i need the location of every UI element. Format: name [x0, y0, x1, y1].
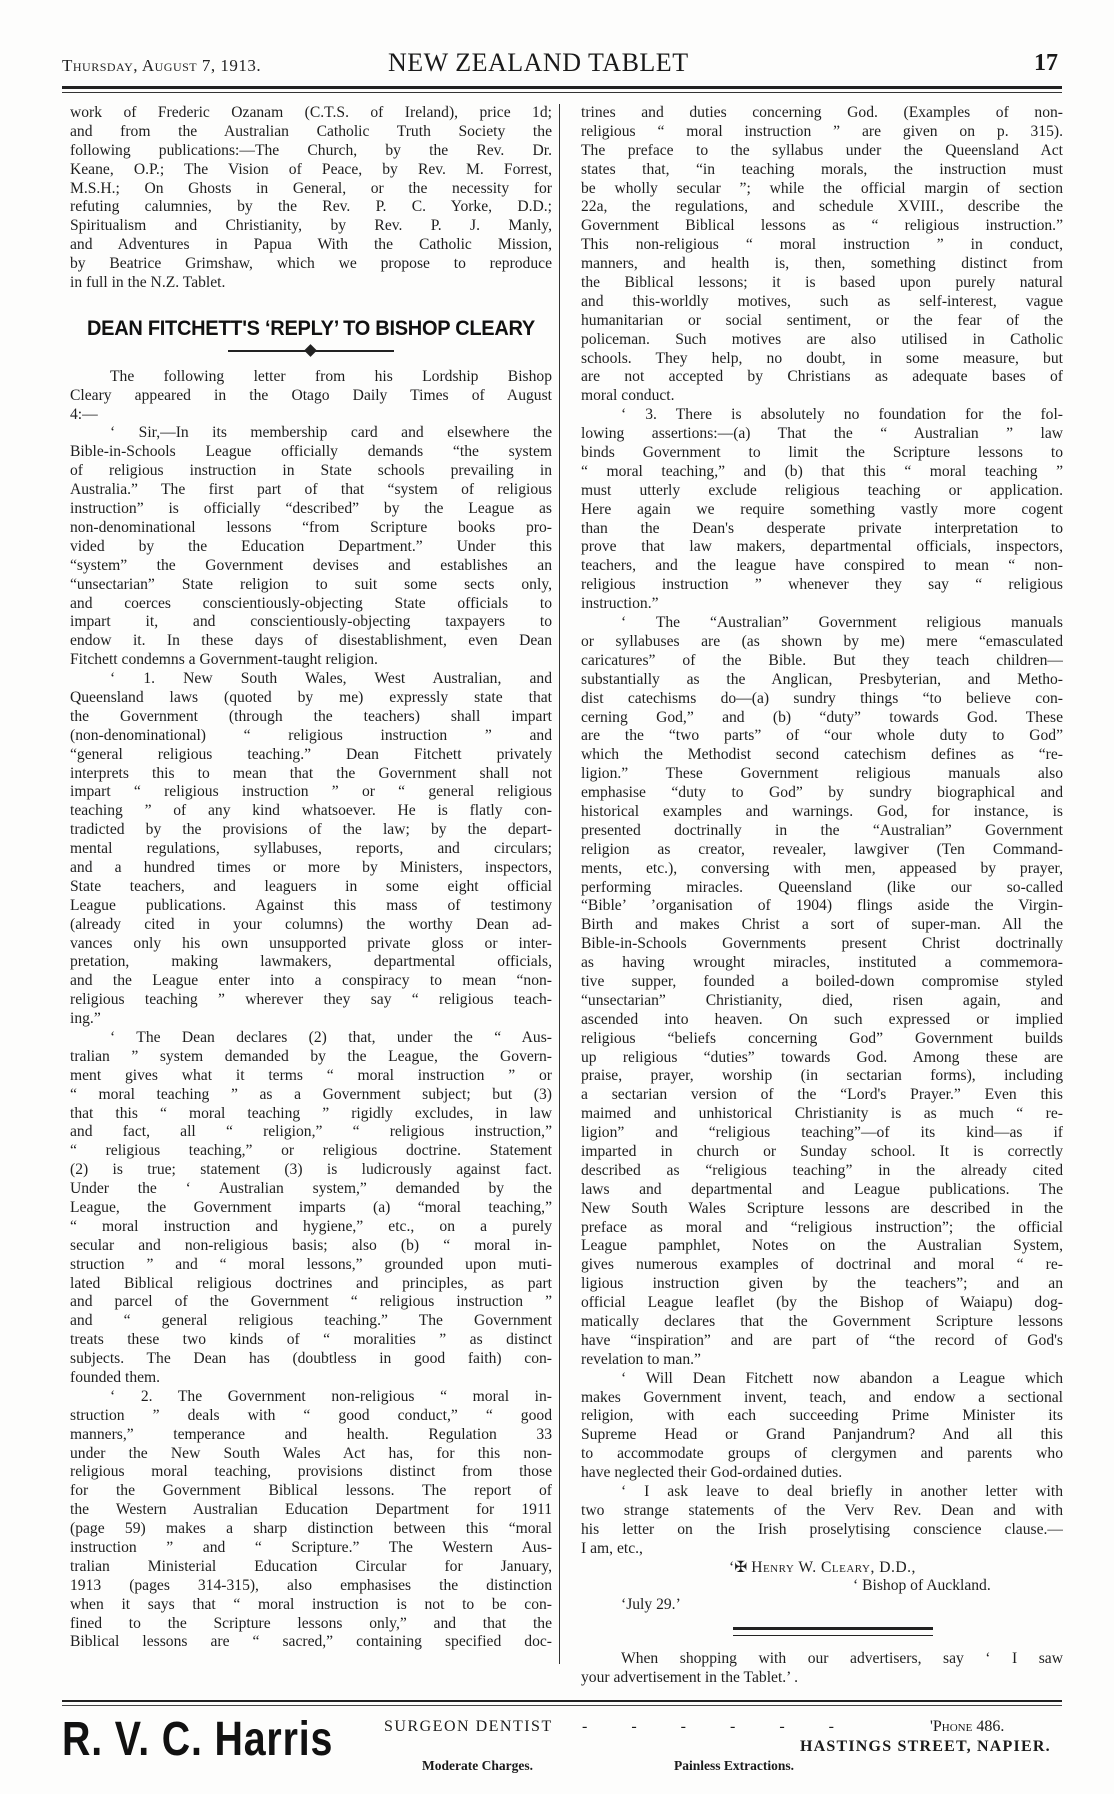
text-line: prove that law makers, departmental officials, inspectors, [581, 538, 1063, 556]
text-line: in full in the N.Z. Tablet. [70, 274, 226, 292]
text-line: religion as creator, revealer, lawgiver (Ten Command- [581, 840, 1063, 858]
text-line: and a hundred times or more by Ministers, inspectors, [70, 858, 552, 876]
text-line: ments, etc.), conversing with men, appeased by prayer, [581, 859, 1063, 877]
text-line: when it says that “ moral instruction is not to be con- [70, 1595, 552, 1613]
text-line: of religious instruction in State schools prevailing in [70, 462, 552, 480]
text-line: The following letter from his Lordship Bishop [110, 367, 552, 385]
text-line: instruction” is officially “described” by the League as [70, 500, 552, 518]
advertiser-address: HASTINGS STREET, NAPIER. [800, 1738, 1051, 1755]
text-line: (already cited in your columns) the worthy Dean ad- [70, 915, 552, 933]
text-line: a sectarian version of the “Lord's Prayer.” Even this [581, 1086, 1063, 1104]
text-line: gives numerous examples of doctrinal and moral “ re- [581, 1256, 1063, 1274]
text-line: work of Frederic Ozanam (C.T.S. of Ireland), price 1d; [70, 104, 552, 121]
text-line: 4:— [70, 405, 98, 423]
text-line: ‘ 1. New South Wales, West Australian, and [110, 670, 552, 688]
text-line: ing.” [70, 1010, 101, 1028]
text-line: Queensland laws (quoted by me) expressly state that [70, 688, 552, 706]
signature-name-line: ‘✠ Henry W. Cleary, D.D., [729, 1558, 916, 1576]
letter-date-line [581, 1596, 1063, 1615]
dentist-advertisement [62, 1700, 1062, 1794]
text-line: Spiritualism and Christianity, by Rev. P. J. Manly, [70, 217, 552, 235]
text-line: up religious “duties” towards God. Among these are [581, 1048, 1063, 1066]
text-line: maimed and unhistorical Christianity is as much “ re- [581, 1105, 1063, 1123]
text-line: religion, with each succeeding Prime Minister its [581, 1407, 1063, 1425]
signatory-name: Henry W. Cleary, D.D., [751, 1558, 916, 1576]
episcopal-cross-icon: ✠ [734, 1558, 748, 1576]
text-line: and “ general religious teaching.” The Government [70, 1312, 552, 1330]
text-line: “unsectarian” State religion to suit some sects only, [70, 575, 552, 593]
text-line: religious teaching ” wherever they say “ religious teach- [70, 991, 552, 1009]
masthead-rule-thick [62, 86, 1062, 89]
text-line: the Western Australian Education Department for 1911 [70, 1501, 552, 1519]
text-line: and parcel of the Government “ religious instruction ” [70, 1293, 552, 1311]
text-line: lated Biblical religious doctrines and principles, as part [70, 1274, 552, 1292]
text-line: are not accepted by Christians as adequate bases of [581, 368, 1063, 386]
phone-number: 486. [976, 1718, 1005, 1735]
text-line: to accommodate groups of clergymen and parents who [581, 1445, 1063, 1463]
text-line: The preface to the syllabus under the Queensland Act [581, 141, 1063, 159]
article-headline: DEAN FITCHETT'S ‘REPLY’ TO BISHOP CLEARY [87, 315, 535, 340]
text-line: Keane, O.P.; The Vision of Peace, by Rev. M. Forrest, [70, 160, 552, 178]
text-line: historical examples and warnings. God, for instance, is [581, 802, 1063, 820]
text-line: the Government (through the teachers) shall impart [70, 707, 552, 725]
text-line: that this “ moral teaching ” rigidly excludes, in law [70, 1104, 552, 1122]
text-line: the Biblical lessons; it is based upon purely natural [581, 274, 1063, 292]
text-line: ‘ The Dean declares (2) that, under the “ Aus- [110, 1028, 552, 1046]
text-line: instruction.” [581, 595, 659, 613]
text-line: and fact, all “ religion,” “ religious instruction,” [70, 1123, 552, 1141]
text-line: M.S.H.; On Ghosts in General, or the necessity for [70, 179, 552, 197]
text-line: must utterly exclude religious teaching or application. [581, 481, 1063, 499]
text-line: endow it. In these days of disestablishment, even Dean [70, 632, 552, 650]
text-line: caricatures” of the Bible. But they teach children— [581, 651, 1063, 669]
text-line: than the Dean's desperate private interpretation to [581, 519, 1063, 537]
advertiser-note [581, 1650, 1063, 1688]
text-line: (non-denominational) “ religious instruction ” and [70, 726, 552, 744]
text-line: treats these two kinds of “ moralities ” as distinct [70, 1331, 552, 1349]
letter-date: ‘July 29.’ [621, 1596, 681, 1614]
text-line: pretation, making lawmakers, departmental officials, [70, 953, 552, 971]
letter-body-left [70, 368, 552, 1653]
text-line: League publications. Against this mass of testimony [70, 896, 552, 914]
text-line: tralian Ministerial Education Circular for January, [70, 1557, 552, 1575]
text-line: Here again we require something vastly more cogent [581, 500, 1063, 518]
advertiser-trade: SURGEON DENTIST [384, 1718, 553, 1735]
text-line: described as “religious teaching” in the already cited [581, 1161, 1063, 1179]
text-line: ‘ Sir,—In its membership card and elsewhere the [110, 424, 552, 442]
headline-ornament-divider [228, 344, 394, 358]
text-line: and this-worldly motives, such as self-interest, vague [581, 292, 1063, 310]
text-line: ment gives what it terms “ moral instruction ” or [70, 1066, 552, 1084]
text-line: have “inspiration” and are part of “the record of God's [581, 1331, 1063, 1349]
text-line: (page 59) makes a sharp distinction between this “moral [70, 1520, 552, 1538]
text-line: ligion.” These Government religious manuals also [581, 765, 1063, 783]
text-line: revelation to man.” [581, 1350, 701, 1368]
masthead-rule-thin [62, 92, 1062, 93]
masthead [62, 46, 1062, 86]
text-line: religious “ moral instruction ” are given on p. 315). [581, 122, 1063, 140]
text-line: lowing assertions:—(a) That the “ Australian ” law [581, 425, 1063, 443]
text-line: mental regulations, syllabuses, reports, and circulars; [70, 840, 552, 858]
phone-line [930, 1718, 1004, 1736]
text-line: substantially as the Anglican, Presbyterian, and Metho- [581, 670, 1063, 688]
text-line: as having wrought miracles, instituted a commemora- [581, 954, 1063, 972]
text-line: struction ” deals with “ good conduct,” “ good [70, 1406, 552, 1424]
charges-note: Moderate Charges. [422, 1758, 533, 1773]
issue-date: Thursday, August 7, 1913. [62, 56, 262, 75]
text-line: schools. They help, no doubt, in some measure, but [581, 349, 1063, 367]
ad-top-rule-thin [62, 1705, 1062, 1706]
text-line: tralian ” system demanded by the League, the Govern- [70, 1047, 552, 1065]
right-column [581, 104, 1063, 1688]
text-line: When shopping with our advertisers, say ‘ I saw [621, 1650, 1063, 1668]
text-line: Fitchett condemns a Government-taught religion. [70, 651, 378, 669]
text-line: religious “beliefs concerning God” Government builds [581, 1029, 1063, 1047]
advertiser-name: R. V. C. Harris [62, 1713, 334, 1766]
text-line: Under the ‘ Australian system,” demanded by the [70, 1180, 552, 1198]
text-line: ascended into heaven. On such expressed or implied [581, 1010, 1063, 1028]
text-line: teaching ” of any kind whatsoever. He is flatly con- [70, 802, 552, 820]
text-line: policeman. Such motives are also utilised in Catholic [581, 330, 1063, 348]
signatory-title: Bishop of Auckland. [862, 1577, 991, 1595]
text-line: preface as moral and “religious instruction”; the official [581, 1218, 1063, 1236]
text-line: interprets this to mean that the Government shall not [70, 764, 552, 782]
text-line: I am, etc., [581, 1539, 643, 1557]
text-line: trines and duties concerning God. (Examples of non- [581, 104, 1063, 121]
text-line: 1913 (pages 314-315), also emphasises the distinction [70, 1576, 552, 1594]
extractions-note: Painless Extractions. [674, 1758, 794, 1773]
text-line: League, the Government imparts (a) “moral teaching,” [70, 1199, 552, 1216]
text-line: secular and non-religious basis; also (b) “ moral in- [70, 1236, 552, 1254]
text-line: for the Government Biblical lessons. The report of [70, 1482, 552, 1500]
text-line: and coerces conscientiously-objecting State officials to [70, 594, 552, 612]
text-line: (2) is true; statement (3) is ludicrously against fact. [70, 1161, 552, 1179]
text-line: two strange statements of the Verv Rev. Dean and with [581, 1501, 1063, 1519]
text-line: Birth and makes Christ a sort of super-man. All the [581, 916, 1063, 934]
leader-dots: - - - - - - [582, 1718, 854, 1735]
text-line: “ moral teaching,” and (b) that this “ moral teaching ” [581, 462, 1063, 480]
signature-title-line: ‘ Bishop of Auckland. [853, 1577, 991, 1595]
text-line: moral conduct. [581, 387, 675, 405]
text-line: teachers, and the league have conspired to mean “ non- [581, 557, 1063, 575]
text-line: are the “two parts” of “our whole duty to God” [581, 727, 1063, 745]
text-line: religious instruction ” whenever they say “ religious [581, 576, 1063, 594]
text-line: ‘ I ask leave to deal briefly in another letter with [621, 1483, 1063, 1501]
text-line: be wholly secular ”; while the official margin of section [581, 179, 1063, 197]
text-line: Government Biblical lessons as “ religious instruction.” [581, 217, 1063, 235]
text-line: Cleary appeared in the Otago Daily Times of August [70, 386, 552, 404]
text-line: praise, prayer, worship (in sectarian forms), including [581, 1067, 1063, 1085]
text-line: manners, and health is, then, something distinct from [581, 255, 1063, 273]
left-column [70, 104, 552, 1652]
text-line: official League leaflet (by the Bishop of Waiapu) dog- [581, 1294, 1063, 1312]
text-line: “general religious teaching.” Dean Fitchett privately [70, 745, 552, 763]
text-line: states that, “in teaching morals, the instruction must [581, 160, 1063, 178]
text-line: matically declares that the Government Scripture lessons [581, 1313, 1063, 1330]
newspaper-title: NEW ZEALAND TABLET [388, 48, 689, 77]
text-line: religious moral teaching, provisions distinct from those [70, 1463, 552, 1481]
text-line: New South Wales Scripture lessons are described in the [581, 1199, 1063, 1217]
text-line: ligious instruction given by the teachers”; and an [581, 1275, 1063, 1293]
intro-paragraph [70, 104, 552, 293]
text-line: Australia.” The first part of that “system of religious [70, 481, 552, 499]
text-line: under the New South Wales Act has, for this non- [70, 1444, 552, 1462]
text-line: impart “ religious instruction ” or “ general religious [70, 783, 552, 801]
text-line: fined to the Scripture lessons only,” and that the [70, 1614, 552, 1632]
text-line: manners,” temperance and health. Regulation 33 [70, 1425, 552, 1443]
text-line: presented doctrinally in the “Australian” Government [581, 821, 1063, 839]
text-line: and the League enter into a conspiracy to mean “non- [70, 972, 552, 990]
text-line: refuting calumnies, by the Rev. P. C. Yorke, D.D.; [70, 198, 552, 216]
text-line: 22a, the regulations, and schedule XVIII., describe the [581, 198, 1063, 216]
text-line: ‘ Will Dean Fitchett now abandon a League which [621, 1369, 1063, 1387]
text-line: dist catechisms do—(a) sundry things “to believe con- [581, 689, 1063, 707]
text-line: struction ” and “ moral lessons,” grounded upon muti- [70, 1255, 552, 1273]
text-line: “Bible’ ’organisation of 1904) flings aside the Virgin- [581, 897, 1063, 915]
text-line: ‘ 3. There is absolutely no foundation for the fol- [621, 406, 1063, 424]
text-line: impart it, and conscientiously-objecting taxpayers to [70, 613, 552, 631]
text-line: which the Methodist second catechism defines as “re- [581, 746, 1063, 764]
text-line: humanitarian or social sentiment, or the fear of the [581, 311, 1063, 329]
text-line: Biblical lessons are “ sacred,” containing specified doc- [70, 1633, 552, 1651]
text-line: ‘ 2. The Government non-religious “ moral in- [110, 1387, 552, 1405]
text-line: your advertisement in the Tablet.’ . [581, 1669, 799, 1687]
text-line: and Adventures in Papua With the Catholic Mission, [70, 236, 552, 254]
text-line: following publications:—The Church, by the Rev. Dr. [70, 141, 552, 159]
text-line: emphasise “duty to God” by sundry biographical and [581, 784, 1063, 802]
column-divider [559, 104, 560, 1664]
ad-top-rule [62, 1700, 1062, 1702]
text-line: binds Government to limit the Scripture lessons to [581, 444, 1063, 462]
text-line: League pamphlet, Notes on the Australian System, [581, 1237, 1063, 1255]
text-line: “ moral teaching ” as a Government subject; but (3) [70, 1085, 552, 1103]
text-line: makes Government invent, teach, and endow a sectional [581, 1388, 1063, 1406]
text-line: ligion” and “religious teaching”—of its kind—as if [581, 1124, 1063, 1142]
text-line: instruction ” and “ Scripture.” The Western Aus- [70, 1539, 552, 1557]
text-line: “ moral instruction and hygiene,” etc., on a purely [70, 1217, 552, 1235]
text-line: performing miracles. Queensland (like our so-called [581, 878, 1063, 896]
text-line: have neglected their God-ordained duties. [581, 1464, 843, 1482]
text-line: “unsectarian” Christianity, died, risen again, and [581, 991, 1063, 1009]
letter-body-right [581, 104, 1063, 1559]
phone-label: 'Phone [930, 1718, 973, 1735]
text-line: “ religious teaching,” or religious doctrine. Statement [70, 1142, 552, 1160]
text-line: Supreme Head or Grand Panjandrum? And all this [581, 1426, 1063, 1444]
text-line: This non-religious “ moral instruction ” in conduct, [581, 236, 1063, 254]
text-line: Bible-in-Schools Governments present Christ doctrinally [581, 935, 1063, 953]
text-line: his letter on the Irish proselytising conscience clause.— [581, 1520, 1063, 1538]
text-line: founded them. [70, 1369, 161, 1387]
text-line: cerning God,” and (b) “duty” towards God. These [581, 708, 1063, 726]
text-line: by Beatrice Grimshaw, which we propose to reproduce [70, 255, 552, 273]
text-line: Bible-in-Schools League officially demands “the system [70, 443, 552, 461]
text-line: imparted in church or Sunday school. It is correctly [581, 1142, 1063, 1160]
text-line: vided by the Education Department.” Under this [70, 537, 552, 555]
text-line: laws and departmental and League publications. The [581, 1180, 1063, 1198]
text-line: ‘ The “Australian” Government religious manuals [621, 614, 1063, 632]
text-line: State teachers, and leaguers in some eight official [70, 877, 552, 895]
text-line: tive supper, founded a boiled-down compromise styled [581, 972, 1063, 990]
page-number: 17 [1034, 50, 1058, 76]
text-line: tradicted by the provisions of the law; by the depart- [70, 821, 552, 839]
text-line: or syllabuses are (as shown by me) mere “emasculated [581, 632, 1063, 650]
text-line: “system” the Government devises and establishes an [70, 556, 552, 574]
text-line: vances only his own unsupported private gloss or inter- [70, 934, 552, 952]
text-line: non-denominational lessons “from Scripture books pro- [70, 518, 552, 536]
text-line: subjects. The Dean has (doubtless in good faith) con- [70, 1350, 552, 1368]
section-double-rule [733, 1627, 933, 1636]
text-line: and from the Australian Catholic Truth Society the [70, 122, 552, 140]
